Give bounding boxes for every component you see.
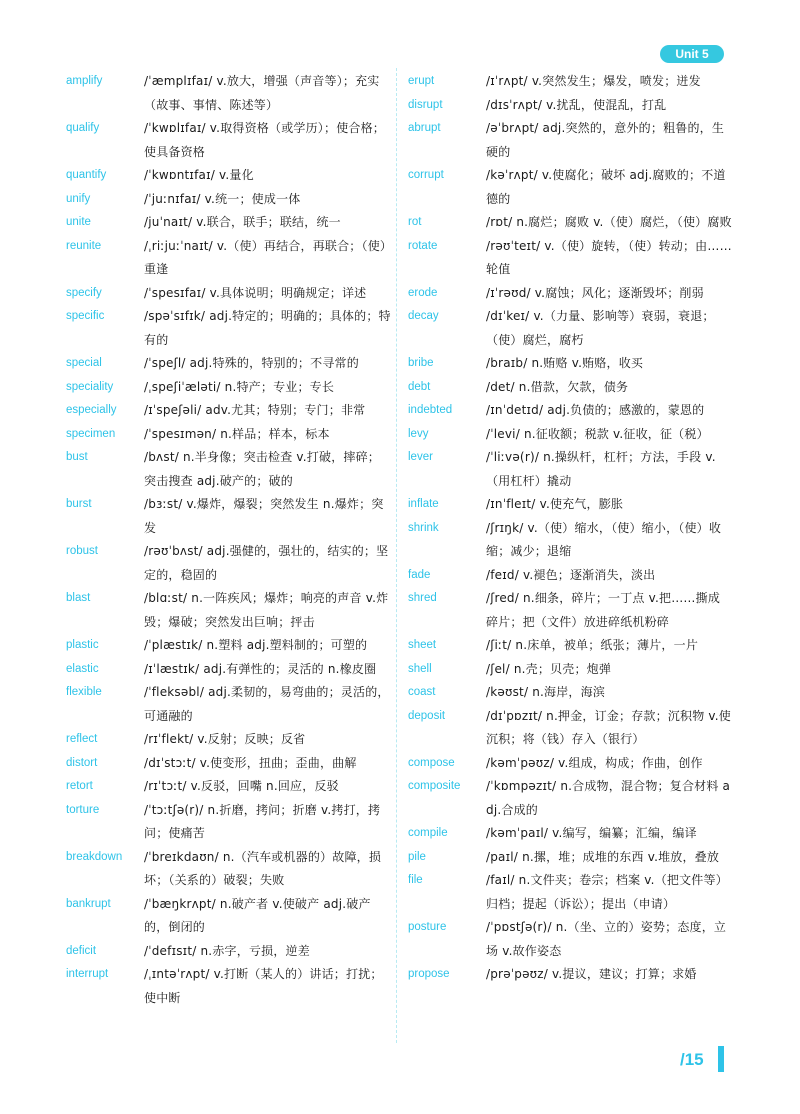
vocab-entry bbox=[402, 681, 732, 705]
vocab-word: file bbox=[408, 874, 423, 886]
vocab-word: erode bbox=[408, 286, 438, 299]
vocab-definition: /paɪl/ n.摞，堆；成堆的东西 v.堆放，叠放 bbox=[486, 849, 720, 864]
vocab-definition: /prəˈpəʊz/ v.提议，建议；打算；求婚 bbox=[486, 967, 697, 981]
vocab-entry bbox=[402, 493, 732, 517]
vocab-definition: /det/ n.借款，欠款，债务 bbox=[486, 379, 629, 394]
vocab-entry bbox=[60, 211, 392, 235]
vocab-word: pile bbox=[408, 850, 426, 863]
vocab-entry bbox=[60, 423, 392, 447]
vocab-entry bbox=[402, 211, 732, 235]
vocab-entry bbox=[402, 775, 732, 822]
vocab-definition: /kəˈrʌpt/ v.使腐化；破坏 adj.腐败的；不道德的 bbox=[486, 168, 726, 206]
vocab-entry bbox=[60, 963, 392, 1010]
vocab-definition: /ˌɪntəˈrʌpt/ v.打断（某人的）讲话；打扰；使中断 bbox=[144, 967, 383, 1005]
vocab-definition: /ɪˈrʌpt/ v.突然发生；爆发，喷发；迸发 bbox=[486, 74, 701, 88]
vocab-word: lever bbox=[408, 451, 433, 463]
vocab-word: reunite bbox=[66, 239, 102, 252]
vocab-word: amplify bbox=[66, 75, 103, 87]
vocab-definition: /dɪˈpɒzɪt/ n.押金，订金；存款；沉积物 v.使沉积；将（钱）存入（银行） bbox=[486, 708, 731, 746]
vocab-entry bbox=[60, 658, 392, 682]
column-divider bbox=[396, 68, 397, 1043]
vocab-word: distort bbox=[66, 756, 98, 769]
vocab-entry bbox=[60, 376, 392, 400]
vocab-definition: /ʃrɪŋk/ v.（使）缩水，（使）缩小，（使）收缩；减少；退缩 bbox=[486, 520, 722, 558]
vocab-definition: /braɪb/ n.贿赂 v.贿赂，收买 bbox=[486, 356, 644, 370]
vocab-entry bbox=[402, 822, 732, 846]
vocab-word: unify bbox=[66, 192, 91, 205]
vocab-definition: /ˈpɒstʃə(r)/ n.（坐、立的）姿势；态度，立场 v.故作姿态 bbox=[486, 920, 727, 958]
vocab-word: speciality bbox=[66, 380, 114, 393]
vocab-word: debt bbox=[408, 380, 431, 393]
vocab-entry bbox=[60, 117, 392, 164]
vocab-definition: /kəʊst/ n.海岸，海滨 bbox=[486, 685, 606, 699]
vocab-entry bbox=[60, 587, 392, 634]
vocab-word: shell bbox=[408, 662, 432, 675]
vocab-word: compile bbox=[408, 827, 448, 839]
vocab-definition: /feɪd/ v.褪色；逐渐消失，淡出 bbox=[486, 567, 656, 582]
vocab-definition: /ˈkwɒlɪfaɪ/ v.取得资格（或学历）；使合格；使具备资格 bbox=[144, 121, 385, 159]
vocab-definition: /blɑːst/ n.一阵疾风；爆炸；响亮的声音 v.炸毁；爆破；突然发出巨响；抨击 bbox=[144, 591, 389, 629]
vocab-definition: /ˈæmplɪfaɪ/ v.放大，增强（声音等）；充实（故事、事情、陈述等） bbox=[144, 74, 380, 112]
vocab-definition: /ɪnˈfleɪt/ v.使充气，膨胀 bbox=[486, 497, 624, 511]
vocab-entry bbox=[402, 846, 732, 870]
vocab-word: specify bbox=[66, 286, 102, 299]
vocab-entry bbox=[60, 305, 392, 352]
vocab-definition: /ʃred/ n.细条，碎片；一丁点 v.把……撕成碎片；把（文件）放进碎纸机粉碎 bbox=[486, 591, 721, 629]
vocab-entry bbox=[402, 963, 732, 987]
vocab-entry bbox=[60, 352, 392, 376]
vocab-word: corrupt bbox=[408, 169, 444, 181]
vocab-word: burst bbox=[66, 498, 92, 510]
vocab-definition: /ɪˈlæstɪk/ adj.有弹性的；灵活的 n.橡皮圈 bbox=[144, 661, 377, 676]
vocab-definition: /əˈbrʌpt/ adj.突然的，意外的；粗鲁的，生硬的 bbox=[486, 121, 725, 159]
vocab-word: blast bbox=[66, 592, 91, 604]
vocab-definition: /ˈjuːnɪfaɪ/ v.统一；使成一体 bbox=[144, 191, 301, 206]
vocab-word: reflect bbox=[66, 733, 98, 745]
vocab-word: compose bbox=[408, 756, 455, 769]
vocab-definition: /ˈtɔːtʃə(r)/ n.折磨，拷问；折磨 v.拷打，拷问；使痛苦 bbox=[144, 802, 381, 840]
vocab-entry bbox=[60, 799, 392, 846]
vocab-word: qualify bbox=[66, 122, 100, 134]
vocab-entry bbox=[402, 634, 732, 658]
vocab-entry bbox=[60, 681, 392, 728]
vocab-definition: /rɪˈflekt/ v.反射；反映；反省 bbox=[144, 732, 306, 746]
vocab-word: specific bbox=[66, 310, 105, 322]
vocab-entry bbox=[60, 446, 392, 493]
vocab-definition: /ˈspesɪfaɪ/ v.具体说明；明确规定；详述 bbox=[144, 285, 367, 300]
vocab-entry bbox=[60, 282, 392, 306]
vocab-entry bbox=[402, 399, 732, 423]
vocab-definition: /ˈliːvə(r)/ n.操纵杆，杠杆；方法，手段 v.（用杠杆）撬动 bbox=[486, 450, 716, 488]
vocab-word: bankrupt bbox=[66, 897, 111, 910]
vocab-entry bbox=[402, 117, 732, 164]
vocab-word: erupt bbox=[408, 75, 435, 87]
vocab-definition: /rɪˈtɔːt/ v.反驳，回嘴 n.回应，反驳 bbox=[144, 779, 339, 793]
vocab-entry bbox=[402, 94, 732, 118]
vocab-word: quantify bbox=[66, 169, 107, 181]
vocab-word: disrupt bbox=[408, 98, 443, 111]
vocab-entry bbox=[402, 587, 732, 634]
vocab-definition: /ʃel/ n.壳；贝壳；炮弹 bbox=[486, 661, 612, 676]
vocab-word: special bbox=[66, 357, 102, 369]
vocab-entry bbox=[402, 517, 732, 564]
vocab-entry bbox=[60, 188, 392, 212]
page-number: /15 bbox=[680, 1050, 704, 1069]
vocab-entry bbox=[402, 564, 732, 588]
vocab-entry bbox=[60, 70, 392, 117]
vocab-word: posture bbox=[408, 921, 447, 933]
vocab-word: deposit bbox=[408, 709, 446, 722]
vocab-word: decay bbox=[408, 310, 439, 322]
vocab-definition: /dɪˈstɔːt/ v.使变形，扭曲；歪曲，曲解 bbox=[144, 755, 357, 770]
vocab-entry bbox=[402, 423, 732, 447]
vocab-definition: /juˈnaɪt/ v.联合，联手；联结，统一 bbox=[144, 215, 341, 229]
vocab-word: plastic bbox=[66, 639, 99, 651]
vocab-definition: /ˈbæŋkrʌpt/ n.破产者 v.使破产 adj.破产的，倒闭的 bbox=[144, 896, 371, 934]
vocab-definition: /ˈspesɪmən/ n.样品；样本，标本 bbox=[144, 426, 330, 441]
vocab-word: indebted bbox=[408, 404, 453, 416]
vocab-definition: /rəʊˈteɪt/ v.（使）旋转，（使）转动；由……轮值 bbox=[486, 238, 732, 276]
vocab-definition: /ɪnˈdetɪd/ adj.负债的；感激的，蒙恩的 bbox=[486, 403, 705, 417]
vocab-word: interrupt bbox=[66, 968, 109, 980]
vocab-entry bbox=[402, 376, 732, 400]
vocab-definition: /rɒt/ n.腐烂；腐败 v.（使）腐烂，（使）腐败 bbox=[486, 215, 732, 229]
vocab-entry bbox=[402, 164, 732, 211]
vocab-definition: /dɪsˈrʌpt/ v.扰乱，使混乱，打乱 bbox=[486, 97, 667, 112]
vocab-definition: /ˈfleksəbl/ adj.柔韧的，易弯曲的；灵活的，可通融的 bbox=[144, 685, 390, 723]
vocab-word: robust bbox=[66, 545, 98, 557]
vocab-entry bbox=[60, 846, 392, 893]
vocab-entry bbox=[60, 164, 392, 188]
vocab-definition: /ˈkwɒntɪfaɪ/ v.量化 bbox=[144, 168, 254, 182]
vocab-entry bbox=[60, 940, 392, 964]
vocab-word: especially bbox=[66, 404, 117, 416]
vocab-word: abrupt bbox=[408, 122, 441, 134]
vocab-definition: /spəˈsɪfɪk/ adj.特定的；明确的；具体的；特有的 bbox=[144, 309, 391, 347]
vocab-entry bbox=[402, 752, 732, 776]
vocab-definition: /rəʊˈbʌst/ adj.强健的，强壮的，结实的；坚定的，稳固的 bbox=[144, 544, 389, 582]
vocab-word: unite bbox=[66, 216, 91, 228]
vocab-word: flexible bbox=[66, 686, 102, 698]
vocab-entry bbox=[60, 634, 392, 658]
vocab-definition: /ˌspeʃiˈæləti/ n.特产；专业；专长 bbox=[144, 379, 335, 394]
vocab-definition: /ɪˈrəʊd/ v.腐蚀；风化；逐渐毁坏；削弱 bbox=[486, 285, 704, 300]
vocab-definition: /kəmˈpaɪl/ v.编写，编纂；汇编，编译 bbox=[486, 826, 697, 840]
left-column bbox=[60, 70, 392, 1010]
vocab-entry bbox=[402, 446, 732, 493]
vocab-word: bribe bbox=[408, 357, 434, 369]
vocab-entry bbox=[402, 70, 732, 94]
vocab-definition: /bʌst/ n.半身像；突击检查 v.打破，摔碎；突击搜查 adj.破产的；破的 bbox=[144, 450, 380, 488]
vocab-entry bbox=[60, 399, 392, 423]
vocab-entry bbox=[60, 493, 392, 540]
vocab-word: shred bbox=[408, 592, 437, 604]
vocab-entry bbox=[60, 893, 392, 940]
vocab-word: sheet bbox=[408, 639, 437, 651]
vocab-definition: /ʃiːt/ n.床单，被单；纸张；薄片，一片 bbox=[486, 638, 699, 652]
vocab-entry bbox=[402, 916, 732, 963]
vocab-entry bbox=[402, 235, 732, 282]
vocab-definition: /ɪˈspeʃəli/ adv.尤其；特别；专门；非常 bbox=[144, 403, 366, 417]
vocab-entry bbox=[402, 282, 732, 306]
vocab-word: elastic bbox=[66, 662, 99, 675]
vocab-entry bbox=[402, 658, 732, 682]
vocab-word: fade bbox=[408, 568, 431, 581]
vocab-entry bbox=[60, 235, 392, 282]
vocab-entry bbox=[60, 540, 392, 587]
vocab-entry bbox=[402, 305, 732, 352]
vocab-word: specimen bbox=[66, 427, 116, 440]
vocab-entry bbox=[402, 705, 732, 752]
vocab-entry bbox=[60, 775, 392, 799]
vocab-word: inflate bbox=[408, 498, 439, 510]
vocab-definition: /ˈkɒmpəzɪt/ n.合成物，混合物；复合材料 adj.合成的 bbox=[486, 779, 731, 817]
vocab-entry bbox=[60, 752, 392, 776]
vocab-word: coast bbox=[408, 686, 436, 698]
vocab-entry bbox=[402, 352, 732, 376]
right-column bbox=[402, 70, 732, 987]
vocab-definition: /ˈplæstɪk/ n.塑料 adj.塑料制的；可塑的 bbox=[144, 638, 368, 652]
vocab-definition: /dɪˈkeɪ/ v.（力量、影响等）衰弱，衰退；（使）腐烂，腐朽 bbox=[486, 309, 715, 347]
vocab-definition: /ˈbreɪkdaʊn/ n.（汽车或机器的）故障，损坏；（关系的）破裂；失败 bbox=[144, 849, 382, 887]
vocab-word: bust bbox=[66, 451, 88, 463]
vocab-entry bbox=[402, 869, 732, 916]
vocab-word: rot bbox=[408, 216, 422, 228]
vocab-word: shrink bbox=[408, 521, 439, 534]
unit-badge: Unit 5 bbox=[660, 45, 724, 63]
vocab-word: retort bbox=[66, 780, 93, 792]
vocab-definition: /bɜːst/ v.爆炸，爆裂；突然发生 n.爆炸；突发 bbox=[144, 497, 384, 535]
vocab-word: torture bbox=[66, 803, 100, 816]
vocab-word: levy bbox=[408, 427, 429, 440]
vocab-definition: /ˌriːjuːˈnaɪt/ v.（使）再结合，再联合；（使）重逢 bbox=[144, 238, 387, 276]
vocab-definition: /faɪl/ n.文件夹；卷宗；档案 v.（把文件等）归档；提起（诉讼）；提出（申请） bbox=[486, 873, 728, 911]
page-number-bar bbox=[718, 1046, 724, 1072]
vocab-definition: /ˈspeʃl/ adj.特殊的，特别的；不寻常的 bbox=[144, 356, 359, 370]
vocab-definition: /kəmˈpəʊz/ v.组成，构成；作曲，创作 bbox=[486, 755, 703, 770]
vocab-word: rotate bbox=[408, 239, 438, 252]
vocab-word: propose bbox=[408, 968, 450, 980]
vocab-word: breakdown bbox=[66, 850, 123, 863]
vocab-definition: /ˈlevi/ n.征收额；税款 v.征收，征（税） bbox=[486, 426, 709, 441]
vocab-word: composite bbox=[408, 780, 461, 792]
vocab-entry bbox=[60, 728, 392, 752]
vocab-definition: /ˈdefɪsɪt/ n.赤字，亏损，逆差 bbox=[144, 943, 310, 958]
vocab-word: deficit bbox=[66, 944, 97, 957]
